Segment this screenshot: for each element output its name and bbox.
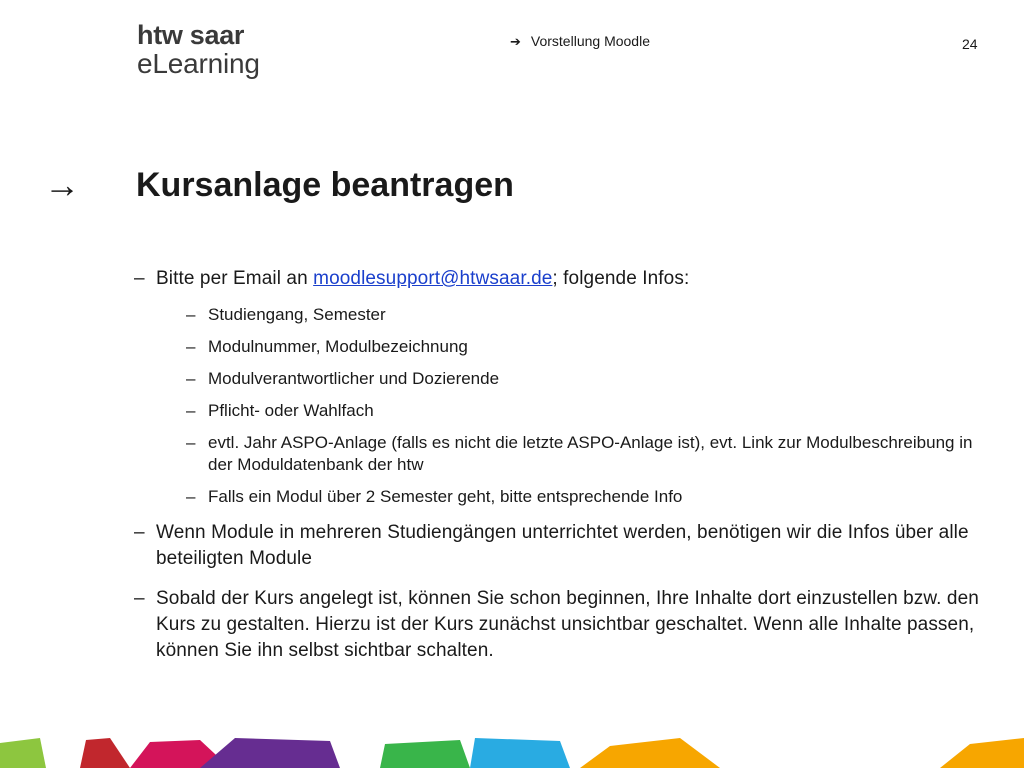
strip-shape-blue: [470, 738, 570, 768]
bullet-text: Sobald der Kurs angelegt ist, können Sie schon beginnen, Ihre Inhalte dort einzustellen bzw. den Kurs zu gestalten. Hierzu ist der Kurs zunächst unsichtbar geschaltet. Wenn alle Inhalte passen, können Sie ihn selbst sichtbar schalten.: [156, 588, 979, 661]
strip-shape-orange: [580, 738, 720, 768]
email-request-prefix: Bitte per Email an: [156, 268, 314, 289]
slide-body: [134, 266, 994, 664]
sub-item-modulverantwortlicher: [186, 368, 994, 390]
strip-shape-green: [0, 738, 46, 768]
htw-saar-elearning-logo: [137, 22, 260, 79]
sub-item-zwei-semester: [186, 486, 994, 508]
sub-item-pflichtfach: [186, 400, 994, 422]
dash-bullet: –: [134, 522, 145, 543]
strip-shape-orange-right: [940, 738, 1024, 768]
sub-item-text: Modulnummer, Modulbezeichnung: [208, 337, 468, 356]
sub-item-text: Pflicht- oder Wahlfach: [208, 401, 374, 420]
arrow-right-icon: ➔: [510, 34, 521, 49]
dash-bullet: –: [186, 337, 196, 356]
decorative-color-strip: [0, 738, 1024, 768]
sub-item-text: Studiengang, Semester: [208, 305, 386, 324]
title-arrow-icon: →: [44, 164, 80, 205]
page-number: 24: [962, 36, 978, 52]
bullet-text: Wenn Module in mehreren Studiengängen unterrichtet werden, benötigen wir die Infos über alle beteiligten Module: [156, 522, 969, 569]
sub-item-aspo-anlage: [186, 432, 994, 476]
dash-bullet: –: [186, 433, 196, 452]
sub-item-text: Modulverantwortlicher und Dozierende: [208, 369, 500, 388]
sub-item-text: Falls ein Modul über 2 Semester geht, bitte entsprechende Info: [208, 487, 683, 506]
dash-bullet: –: [186, 369, 196, 388]
bullet-multiple-programs: [134, 520, 994, 572]
logo-line-elearning: eLearning: [137, 48, 260, 79]
dash-bullet: –: [186, 401, 196, 420]
sub-item-studiengang: [186, 304, 994, 326]
section-breadcrumb: [510, 33, 650, 50]
sub-item-text: evtl. Jahr ASPO-Anlage (falls es nicht die letzte ASPO-Anlage ist), evt. Link zur Modulbeschreibung in der Moduldatenbank der htw: [208, 433, 973, 474]
dash-bullet: –: [134, 268, 145, 289]
dash-bullet: –: [186, 487, 196, 506]
bullet-email-request: [134, 266, 994, 292]
dash-bullet: –: [134, 588, 145, 609]
dash-bullet: –: [186, 305, 196, 324]
logo-line-htw-saar: htw saar: [137, 20, 245, 50]
slide-title: Kursanlage beantragen: [136, 166, 514, 204]
strip-shape-green-dark: [380, 740, 470, 768]
email-request-suffix: ; folgende Infos:: [552, 268, 690, 289]
bullet-course-created: [134, 586, 994, 664]
sub-item-modulnummer: [186, 336, 994, 358]
strip-shape-purple: [200, 738, 340, 768]
support-email-link[interactable]: moodlesupport@htwsaar.de: [313, 268, 553, 289]
strip-shape-red: [80, 738, 130, 768]
section-label: Vorstellung Moodle: [530, 33, 650, 49]
